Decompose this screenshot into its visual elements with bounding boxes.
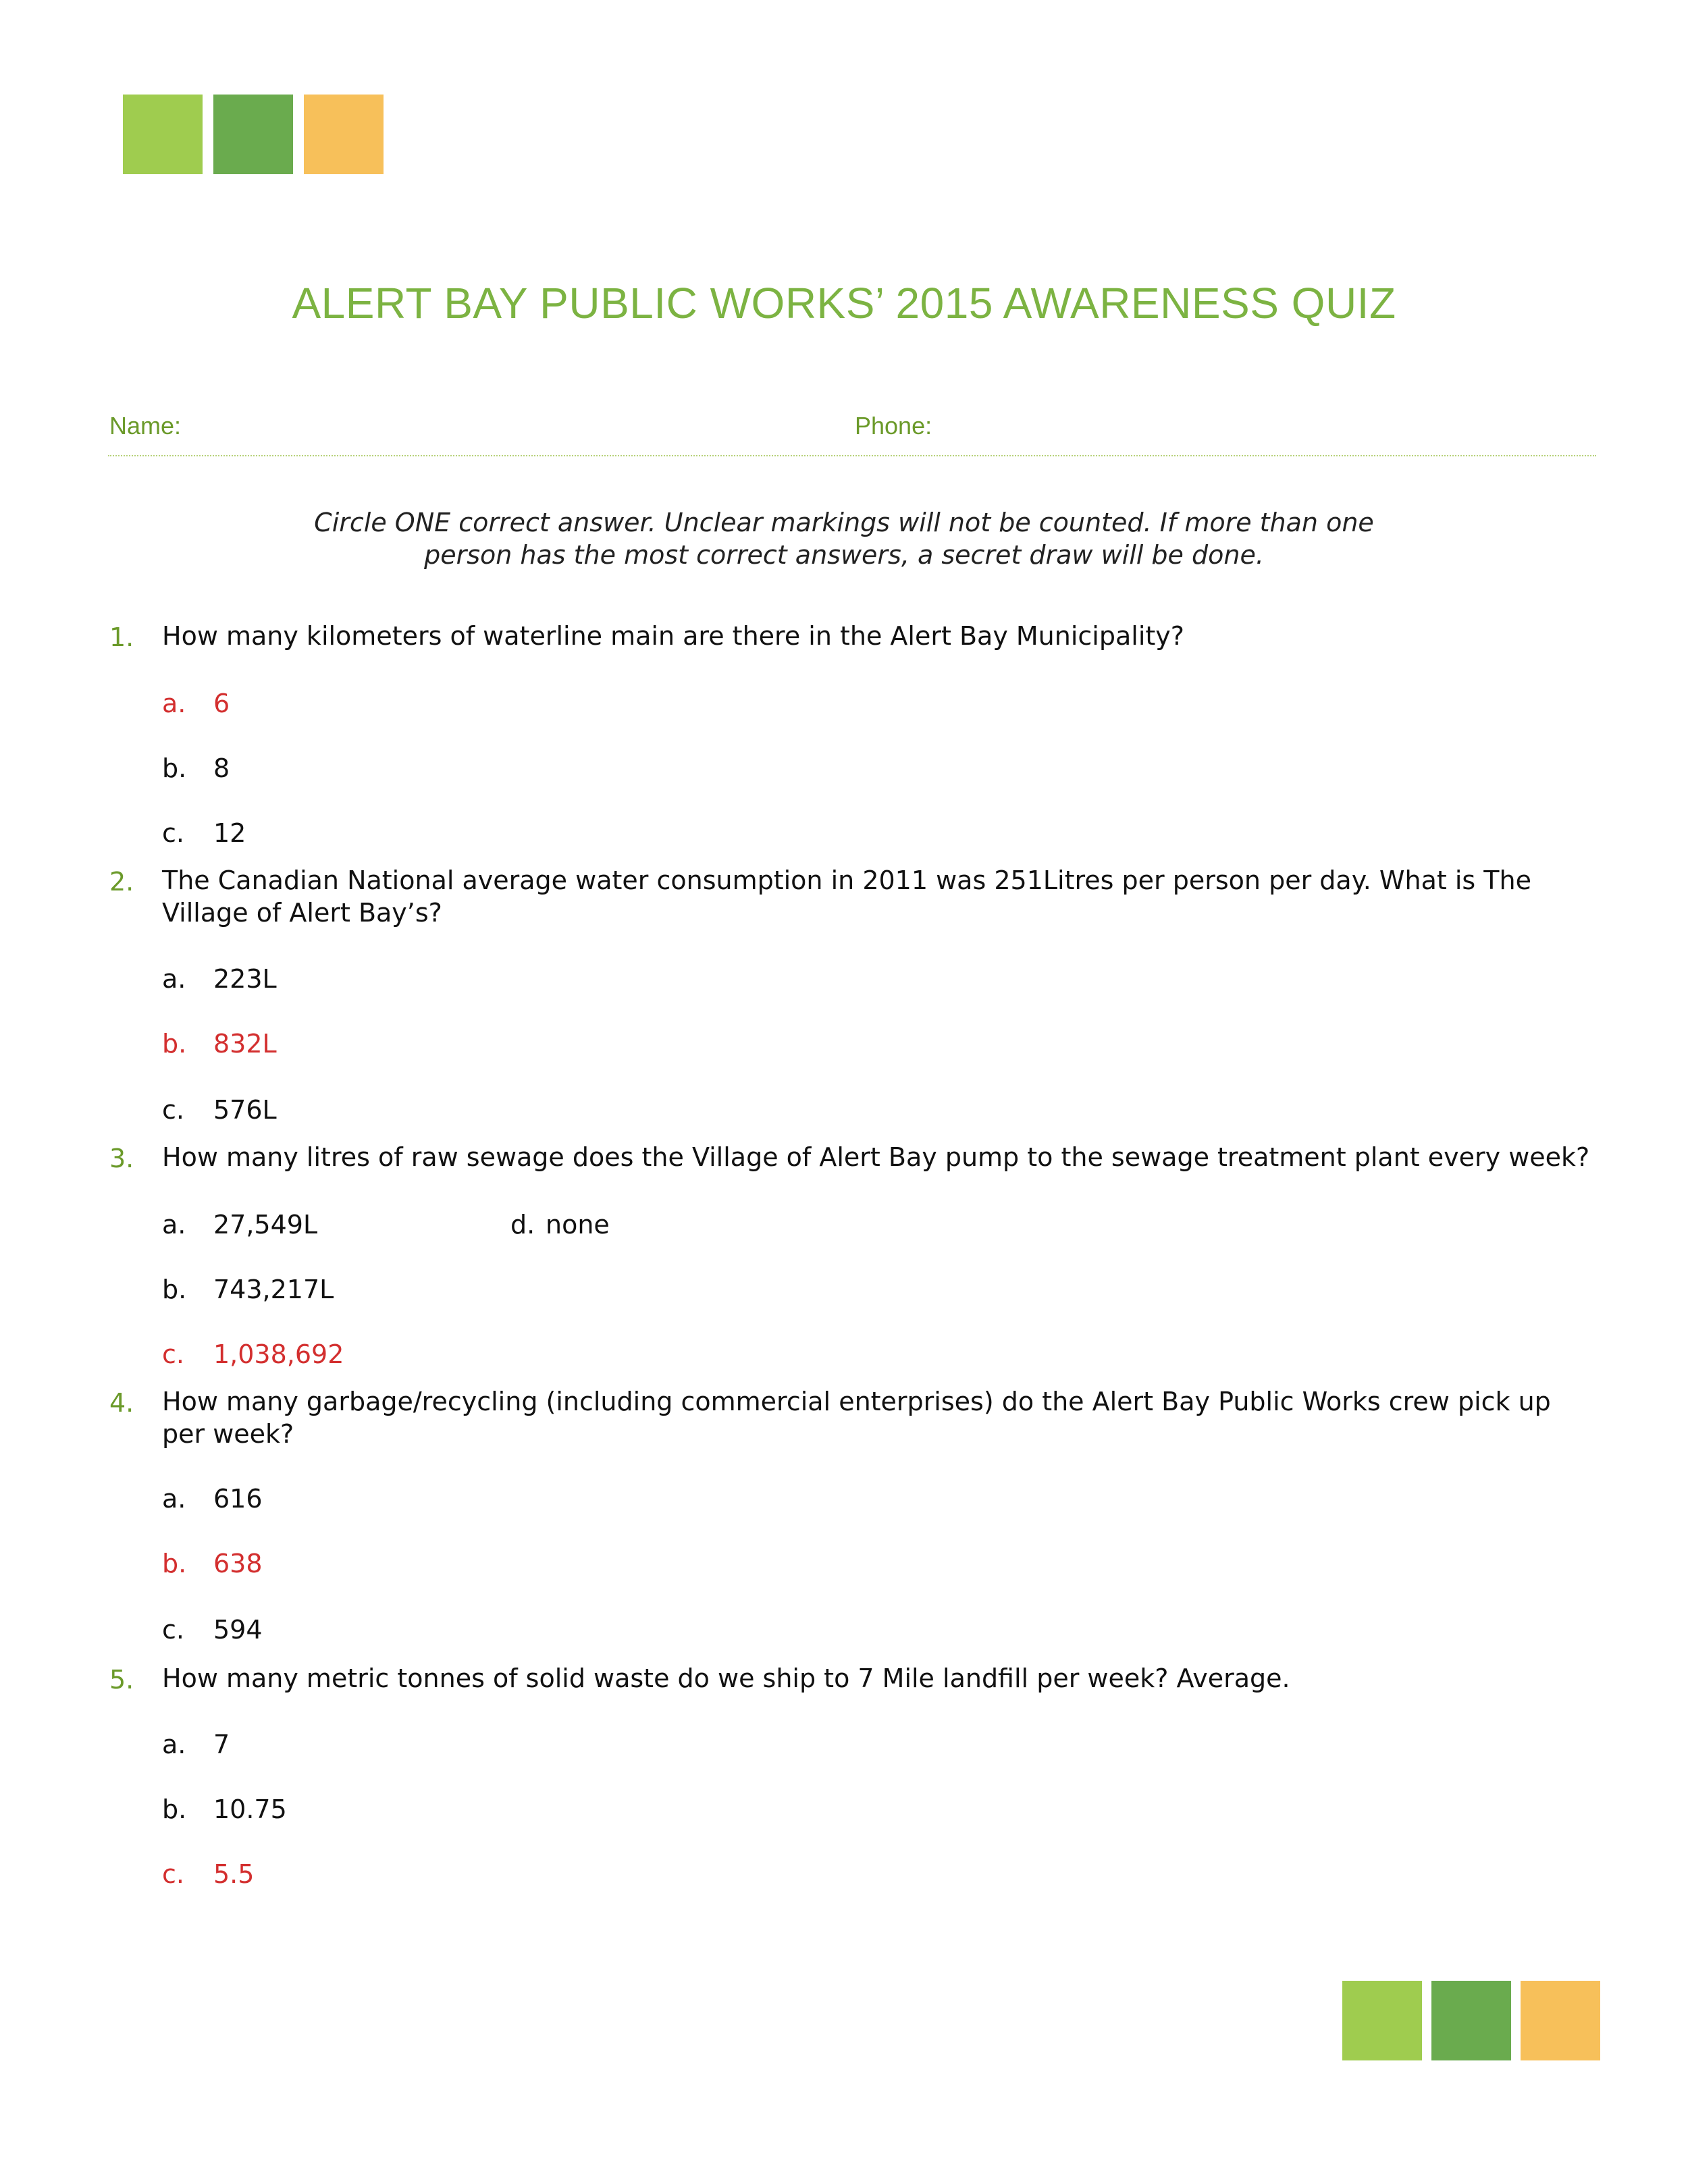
question-1-option-c[interactable]: c. 12 bbox=[162, 818, 246, 848]
question-4-option-a[interactable]: a. 616 bbox=[162, 1484, 263, 1514]
question-4-number: 4. bbox=[109, 1388, 134, 1418]
footer-square-light-green bbox=[1342, 1981, 1422, 2060]
question-3-text: How many litres of raw sewage does the Village of Alert Bay pump to the sewage treatment plant every week? bbox=[162, 1142, 1590, 1172]
instructions-line-1: Circle ONE correct answer. Unclear markings will not be counted. If more than one bbox=[314, 508, 1374, 537]
question-1-option-b[interactable]: b. 8 bbox=[162, 753, 230, 783]
question-5-option-b[interactable]: b. 10.75 bbox=[162, 1794, 287, 1824]
quiz-title: ALERT BAY PUBLIC WORKS’ 2015 AWARENESS QUIZ bbox=[292, 279, 1396, 327]
question-4-text: How many garbage/recycling (including commercial enterprises) do the Alert Bay Public Works crew pick up per week? bbox=[162, 1387, 1551, 1449]
question-5-option-c[interactable]: c. 5.5 bbox=[162, 1859, 255, 1889]
question-2-text: The Canadian National average water consumption in 2011 was 251Litres per person per day. What is The Village of Alert Bay’s? bbox=[162, 865, 1531, 928]
question-1-number: 1. bbox=[109, 622, 134, 652]
footer-square-orange bbox=[1521, 1981, 1600, 2060]
logo-square-green bbox=[213, 95, 293, 174]
question-2-number: 2. bbox=[109, 867, 134, 897]
instructions-line-2: person has the most correct answers, a secret draw will be done. bbox=[424, 540, 1264, 570]
question-1-option-a[interactable]: a. 6 bbox=[162, 689, 230, 718]
question-5-option-a[interactable]: a. 7 bbox=[162, 1730, 230, 1759]
question-5-text: How many metric tonnes of solid waste do we ship to 7 Mile landfill per week? Average. bbox=[162, 1663, 1290, 1693]
question-2-option-b[interactable]: b. 832L bbox=[162, 1029, 277, 1059]
question-3-option-b[interactable]: b. 743,217L bbox=[162, 1275, 334, 1304]
question-5-number: 5. bbox=[109, 1665, 134, 1695]
name-phone-line[interactable] bbox=[108, 455, 1596, 456]
logo-square-orange bbox=[304, 95, 384, 174]
question-3-number: 3. bbox=[109, 1144, 134, 1173]
question-3-option-a[interactable]: a. 27,549L bbox=[162, 1210, 318, 1240]
question-3-option-c[interactable]: c. 1,038,692 bbox=[162, 1339, 344, 1369]
logo-square-light-green bbox=[123, 95, 203, 174]
name-label: Name: bbox=[109, 412, 182, 440]
footer-square-green bbox=[1431, 1981, 1511, 2060]
question-2-option-c[interactable]: c. 576L bbox=[162, 1095, 277, 1125]
question-1-text: How many kilometers of waterline main are there in the Alert Bay Municipality? bbox=[162, 621, 1184, 651]
phone-label: Phone: bbox=[855, 412, 932, 440]
question-3-option-d[interactable]: d. none bbox=[510, 1210, 610, 1240]
question-4-option-b[interactable]: b. 638 bbox=[162, 1549, 263, 1578]
question-4-option-c[interactable]: c. 594 bbox=[162, 1615, 263, 1645]
question-2-option-a[interactable]: a. 223L bbox=[162, 964, 277, 994]
